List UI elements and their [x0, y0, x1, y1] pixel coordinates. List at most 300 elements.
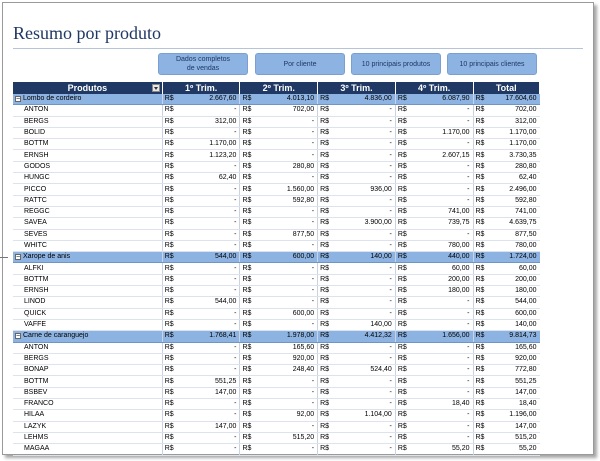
- cell-value: -: [172, 206, 239, 217]
- cell-value: 702,00: [250, 105, 317, 116]
- cell-value: 780,00: [406, 240, 473, 251]
- customer-code: LAZYK: [13, 421, 162, 432]
- customer-code: BOTTM: [13, 274, 162, 285]
- currency-label: R$: [395, 184, 405, 195]
- customer-code: BERGS: [13, 116, 162, 127]
- currency-label: R$: [473, 161, 483, 172]
- customer-code: BONAP: [13, 365, 162, 376]
- cell-value: -: [172, 161, 239, 172]
- currency-label: R$: [162, 139, 172, 150]
- currency-label: R$: [162, 421, 172, 432]
- cell-value: 515,20: [250, 432, 317, 443]
- currency-label: R$: [473, 376, 483, 387]
- currency-label: R$: [240, 432, 250, 443]
- cell-value: -: [406, 353, 473, 364]
- cell-value: 551,25: [483, 376, 539, 387]
- currency-label: R$: [395, 195, 405, 206]
- customer-code: HUNGC: [13, 173, 162, 184]
- cell-value: 18,40: [483, 399, 539, 410]
- currency-label: R$: [473, 173, 483, 184]
- group-value: 1.656,00: [406, 331, 473, 342]
- currency-label: R$: [318, 297, 328, 308]
- currency-label: R$: [473, 218, 483, 229]
- cell-value: -: [250, 399, 317, 410]
- currency-label: R$: [473, 353, 483, 364]
- table-row[interactable]: [13, 421, 540, 432]
- customer-code: BERGS: [13, 353, 162, 364]
- currency-label: R$: [395, 410, 405, 421]
- full-sales-data-button[interactable]: Dados completos de vendas: [158, 53, 248, 75]
- group-row[interactable]: [13, 94, 540, 105]
- currency-label: R$: [162, 297, 172, 308]
- cell-value: 147,00: [172, 387, 239, 398]
- cell-value: 4.639,75: [483, 218, 539, 229]
- customer-code: REGGC: [13, 206, 162, 217]
- currency-label: R$: [473, 365, 483, 376]
- customer-code: BSBEV: [13, 387, 162, 398]
- table-row[interactable]: [13, 195, 540, 206]
- cell-value: 147,00: [483, 421, 539, 432]
- currency-label: R$: [395, 94, 405, 105]
- currency-label: R$: [395, 252, 405, 263]
- table-row[interactable]: [13, 432, 540, 443]
- currency-label: R$: [473, 432, 483, 443]
- cell-value: -: [406, 161, 473, 172]
- cell-value: -: [328, 286, 395, 297]
- currency-label: R$: [162, 150, 172, 161]
- cell-value: 147,00: [172, 421, 239, 432]
- table-row[interactable]: [13, 319, 540, 330]
- currency-label: R$: [318, 105, 328, 116]
- currency-label: R$: [395, 116, 405, 127]
- collapse-toggle-icon[interactable]: −: [16, 254, 21, 262]
- table-row[interactable]: [13, 365, 540, 376]
- currency-label: R$: [240, 105, 250, 116]
- cell-value: -: [406, 297, 473, 308]
- table-row[interactable]: [13, 308, 540, 319]
- currency-label: R$: [318, 94, 328, 105]
- currency-label: R$: [473, 319, 483, 330]
- table-row[interactable]: [13, 444, 540, 455]
- currency-label: R$: [162, 342, 172, 353]
- cell-value: -: [406, 410, 473, 421]
- currency-label: R$: [240, 387, 250, 398]
- cell-value: 515,20: [483, 432, 539, 443]
- table-row[interactable]: [13, 353, 540, 364]
- customer-code: HILAA: [13, 410, 162, 421]
- cell-value: 200,00: [406, 274, 473, 285]
- currency-label: R$: [473, 229, 483, 240]
- group-value: 440,00: [406, 252, 473, 263]
- currency-label: R$: [240, 331, 250, 342]
- currency-label: R$: [473, 263, 483, 274]
- customer-code: GODOS: [13, 161, 162, 172]
- currency-label: R$: [240, 252, 250, 263]
- group-value: 2.667,60: [172, 94, 239, 105]
- currency-label: R$: [473, 342, 483, 353]
- currency-label: R$: [473, 184, 483, 195]
- cell-value: -: [328, 263, 395, 274]
- table-row[interactable]: [13, 286, 540, 297]
- cell-value: -: [406, 365, 473, 376]
- cell-value: -: [172, 432, 239, 443]
- cell-value: -: [172, 444, 239, 455]
- table-row[interactable]: [13, 116, 540, 127]
- group-value: 1.768,41: [172, 331, 239, 342]
- pivot-table: [13, 82, 540, 456]
- currency-label: R$: [162, 184, 172, 195]
- group-value: 4.412,32: [328, 331, 395, 342]
- cell-value: -: [172, 218, 239, 229]
- cell-value: 62,40: [483, 173, 539, 184]
- cell-value: -: [406, 184, 473, 195]
- cell-value: 147,00: [483, 387, 539, 398]
- cell-value: 920,00: [483, 353, 539, 364]
- cell-value: -: [328, 297, 395, 308]
- currency-label: R$: [162, 444, 172, 455]
- group-name[interactable]: [13, 94, 162, 105]
- cell-value: -: [328, 116, 395, 127]
- table-row[interactable]: [13, 161, 540, 172]
- table-row[interactable]: [13, 274, 540, 285]
- cell-value: -: [250, 139, 317, 150]
- cell-value: -: [328, 376, 395, 387]
- currency-label: R$: [473, 116, 483, 127]
- cell-value: 877,50: [250, 229, 317, 240]
- currency-label: R$: [395, 206, 405, 217]
- cell-value: -: [328, 342, 395, 353]
- currency-label: R$: [473, 206, 483, 217]
- currency-label: R$: [318, 173, 328, 184]
- cell-value: -: [250, 297, 317, 308]
- currency-label: R$: [318, 319, 328, 330]
- currency-label: R$: [395, 218, 405, 229]
- currency-label: R$: [395, 105, 405, 116]
- cell-value: -: [172, 105, 239, 116]
- top-10-customers-button[interactable]: 10 principais clientes: [447, 53, 537, 75]
- currency-label: R$: [240, 319, 250, 330]
- cell-value: -: [250, 116, 317, 127]
- cell-value: -: [328, 274, 395, 285]
- currency-label: R$: [162, 365, 172, 376]
- currency-label: R$: [473, 331, 483, 342]
- table-row[interactable]: [13, 342, 540, 353]
- cell-value: 1.123,20: [172, 150, 239, 161]
- group-value: 1.978,00: [250, 331, 317, 342]
- table-row[interactable]: [13, 229, 540, 240]
- header-products: [13, 82, 162, 94]
- currency-label: R$: [240, 116, 250, 127]
- currency-label: R$: [240, 410, 250, 421]
- cell-value: 165,60: [250, 342, 317, 353]
- cell-value: 551,25: [172, 376, 239, 387]
- cell-value: -: [172, 286, 239, 297]
- group-value: 9.814,73: [483, 331, 539, 342]
- cell-value: -: [406, 229, 473, 240]
- customer-code: VAFFE: [13, 319, 162, 330]
- currency-label: R$: [473, 444, 483, 455]
- currency-label: R$: [395, 173, 405, 184]
- table-row[interactable]: [13, 263, 540, 274]
- currency-label: R$: [395, 240, 405, 251]
- cell-value: -: [250, 240, 317, 251]
- cell-value: -: [172, 365, 239, 376]
- customer-code: LINOD: [13, 297, 162, 308]
- cell-value: -: [250, 206, 317, 217]
- cell-value: -: [328, 240, 395, 251]
- header-row: [13, 82, 540, 94]
- currency-label: R$: [162, 399, 172, 410]
- cell-value: -: [328, 173, 395, 184]
- cell-value: 180,00: [406, 286, 473, 297]
- currency-label: R$: [240, 274, 250, 285]
- group-label: Carne de caranguejo: [23, 332, 89, 340]
- currency-label: R$: [395, 421, 405, 432]
- cell-value: -: [172, 184, 239, 195]
- currency-label: R$: [318, 240, 328, 251]
- currency-label: R$: [473, 286, 483, 297]
- currency-label: R$: [318, 365, 328, 376]
- cell-value: -: [172, 399, 239, 410]
- sheet-connector-line: [0, 257, 8, 258]
- cell-value: -: [328, 105, 395, 116]
- currency-label: R$: [318, 195, 328, 206]
- currency-label: R$: [473, 421, 483, 432]
- currency-label: R$: [240, 218, 250, 229]
- customer-code: BOTTM: [13, 376, 162, 387]
- currency-label: R$: [318, 161, 328, 172]
- cell-value: -: [328, 432, 395, 443]
- group-label: Xarope de anis: [23, 253, 71, 261]
- cell-value: -: [172, 195, 239, 206]
- currency-label: R$: [395, 286, 405, 297]
- currency-label: R$: [318, 150, 328, 161]
- header-products-label: Produtos: [67, 83, 108, 93]
- customer-code: QUICK: [13, 308, 162, 319]
- header-q4: 4º Trim.: [395, 82, 473, 94]
- customer-code: ANTON: [13, 342, 162, 353]
- cell-value: -: [172, 342, 239, 353]
- cell-value: -: [328, 229, 395, 240]
- currency-label: R$: [395, 353, 405, 364]
- cell-value: -: [250, 421, 317, 432]
- group-value: 17.604,60: [483, 94, 539, 105]
- currency-label: R$: [318, 263, 328, 274]
- by-customer-button[interactable]: Por cliente: [255, 53, 345, 75]
- collapse-toggle-icon[interactable]: −: [16, 96, 21, 104]
- currency-label: R$: [240, 342, 250, 353]
- customer-code: PICCO: [13, 184, 162, 195]
- cell-value: 524,40: [328, 365, 395, 376]
- group-value: 4.836,00: [328, 94, 395, 105]
- currency-label: R$: [162, 206, 172, 217]
- cell-value: -: [328, 308, 395, 319]
- table-row[interactable]: [13, 376, 540, 387]
- cell-value: -: [406, 105, 473, 116]
- currency-label: R$: [473, 240, 483, 251]
- cell-value: -: [172, 410, 239, 421]
- currency-label: R$: [318, 444, 328, 455]
- customer-code: ERNSH: [13, 150, 162, 161]
- currency-label: R$: [473, 195, 483, 206]
- currency-label: R$: [162, 105, 172, 116]
- currency-label: R$: [473, 274, 483, 285]
- currency-label: R$: [162, 410, 172, 421]
- currency-label: R$: [473, 150, 483, 161]
- customer-code: ERNSH: [13, 286, 162, 297]
- header-total: Total: [473, 82, 540, 94]
- pivot-body: [13, 94, 540, 455]
- filter-dropdown-icon[interactable]: [152, 84, 160, 92]
- currency-label: R$: [395, 229, 405, 240]
- currency-label: R$: [318, 432, 328, 443]
- currency-label: R$: [318, 286, 328, 297]
- currency-label: R$: [240, 139, 250, 150]
- currency-label: R$: [473, 399, 483, 410]
- currency-label: R$: [318, 229, 328, 240]
- cell-value: 1.196,00: [483, 410, 539, 421]
- currency-label: R$: [162, 116, 172, 127]
- currency-label: R$: [395, 432, 405, 443]
- currency-label: R$: [318, 353, 328, 364]
- cell-value: -: [406, 376, 473, 387]
- currency-label: R$: [240, 240, 250, 251]
- cell-value: -: [328, 161, 395, 172]
- cell-value: 248,40: [250, 365, 317, 376]
- cell-value: 544,00: [483, 297, 539, 308]
- cell-value: -: [406, 319, 473, 330]
- cell-value: 280,80: [250, 161, 317, 172]
- cell-value: -: [328, 139, 395, 150]
- cell-value: -: [250, 274, 317, 285]
- header-q1: 1º Trim.: [162, 82, 240, 94]
- group-value: 140,00: [328, 252, 395, 263]
- group-row[interactable]: [13, 252, 540, 263]
- cell-value: 600,00: [483, 308, 539, 319]
- currency-label: R$: [162, 161, 172, 172]
- currency-label: R$: [318, 274, 328, 285]
- page-title: Resumo por produto: [13, 23, 161, 43]
- cell-value: -: [328, 206, 395, 217]
- table-row[interactable]: [13, 105, 540, 116]
- table-row[interactable]: [13, 127, 540, 138]
- table-row[interactable]: [13, 218, 540, 229]
- table-row[interactable]: [13, 410, 540, 421]
- currency-label: R$: [395, 127, 405, 138]
- cell-value: -: [172, 353, 239, 364]
- collapse-toggle-icon[interactable]: −: [16, 333, 21, 341]
- table-row[interactable]: [13, 206, 540, 217]
- table-row[interactable]: [13, 150, 540, 161]
- top-10-products-button[interactable]: 10 principais produtos: [351, 53, 441, 75]
- cell-value: -: [250, 150, 317, 161]
- table-row[interactable]: [13, 139, 540, 150]
- table-row[interactable]: [13, 399, 540, 410]
- cell-value: -: [172, 263, 239, 274]
- currency-label: R$: [473, 127, 483, 138]
- cell-value: 1.170,00: [172, 139, 239, 150]
- cell-value: 55,20: [406, 444, 473, 455]
- currency-label: R$: [395, 376, 405, 387]
- cell-value: 280,80: [483, 161, 539, 172]
- cell-value: -: [172, 127, 239, 138]
- currency-label: R$: [473, 410, 483, 421]
- cell-value: -: [172, 229, 239, 240]
- customer-code: SAVEA: [13, 218, 162, 229]
- cell-value: -: [328, 150, 395, 161]
- currency-label: R$: [318, 399, 328, 410]
- cell-value: 165,60: [483, 342, 539, 353]
- cell-value: 180,00: [483, 286, 539, 297]
- table-row[interactable]: [13, 184, 540, 195]
- currency-label: R$: [162, 319, 172, 330]
- currency-label: R$: [318, 139, 328, 150]
- currency-label: R$: [395, 150, 405, 161]
- currency-label: R$: [162, 432, 172, 443]
- cell-value: -: [406, 421, 473, 432]
- currency-label: R$: [473, 105, 483, 116]
- cell-value: 780,00: [483, 240, 539, 251]
- currency-label: R$: [240, 184, 250, 195]
- currency-label: R$: [473, 297, 483, 308]
- currency-label: R$: [162, 195, 172, 206]
- currency-label: R$: [395, 161, 405, 172]
- currency-label: R$: [473, 308, 483, 319]
- currency-label: R$: [318, 421, 328, 432]
- cell-value: -: [328, 444, 395, 455]
- currency-label: R$: [240, 286, 250, 297]
- cell-value: 1.104,00: [328, 410, 395, 421]
- currency-label: R$: [240, 308, 250, 319]
- cell-value: 1.170,00: [483, 127, 539, 138]
- currency-label: R$: [162, 229, 172, 240]
- currency-label: R$: [395, 331, 405, 342]
- currency-label: R$: [162, 387, 172, 398]
- group-name[interactable]: [13, 252, 162, 263]
- currency-label: R$: [318, 116, 328, 127]
- cell-value: 62,40: [172, 173, 239, 184]
- currency-label: R$: [318, 376, 328, 387]
- customer-code: BOLID: [13, 127, 162, 138]
- cell-value: 312,00: [483, 116, 539, 127]
- cell-value: 312,00: [172, 116, 239, 127]
- currency-label: R$: [395, 387, 405, 398]
- table-row[interactable]: [13, 240, 540, 251]
- table-row[interactable]: [13, 387, 540, 398]
- header-q2: 2º Trim.: [240, 82, 318, 94]
- currency-label: R$: [473, 139, 483, 150]
- table-row[interactable]: [13, 173, 540, 184]
- currency-label: R$: [318, 206, 328, 217]
- currency-label: R$: [162, 94, 172, 105]
- table-row[interactable]: [13, 297, 540, 308]
- group-row[interactable]: [13, 331, 540, 342]
- cell-value: 140,00: [328, 319, 395, 330]
- cell-value: -: [250, 263, 317, 274]
- currency-label: R$: [162, 252, 172, 263]
- currency-label: R$: [240, 195, 250, 206]
- report-sheet: [2, 2, 594, 455]
- cell-value: 92,00: [250, 410, 317, 421]
- currency-label: R$: [318, 342, 328, 353]
- cell-value: -: [406, 139, 473, 150]
- cell-value: -: [328, 195, 395, 206]
- cell-value: -: [250, 444, 317, 455]
- cell-value: 877,50: [483, 229, 539, 240]
- currency-label: R$: [473, 94, 483, 105]
- group-name[interactable]: [13, 331, 162, 342]
- currency-label: R$: [240, 421, 250, 432]
